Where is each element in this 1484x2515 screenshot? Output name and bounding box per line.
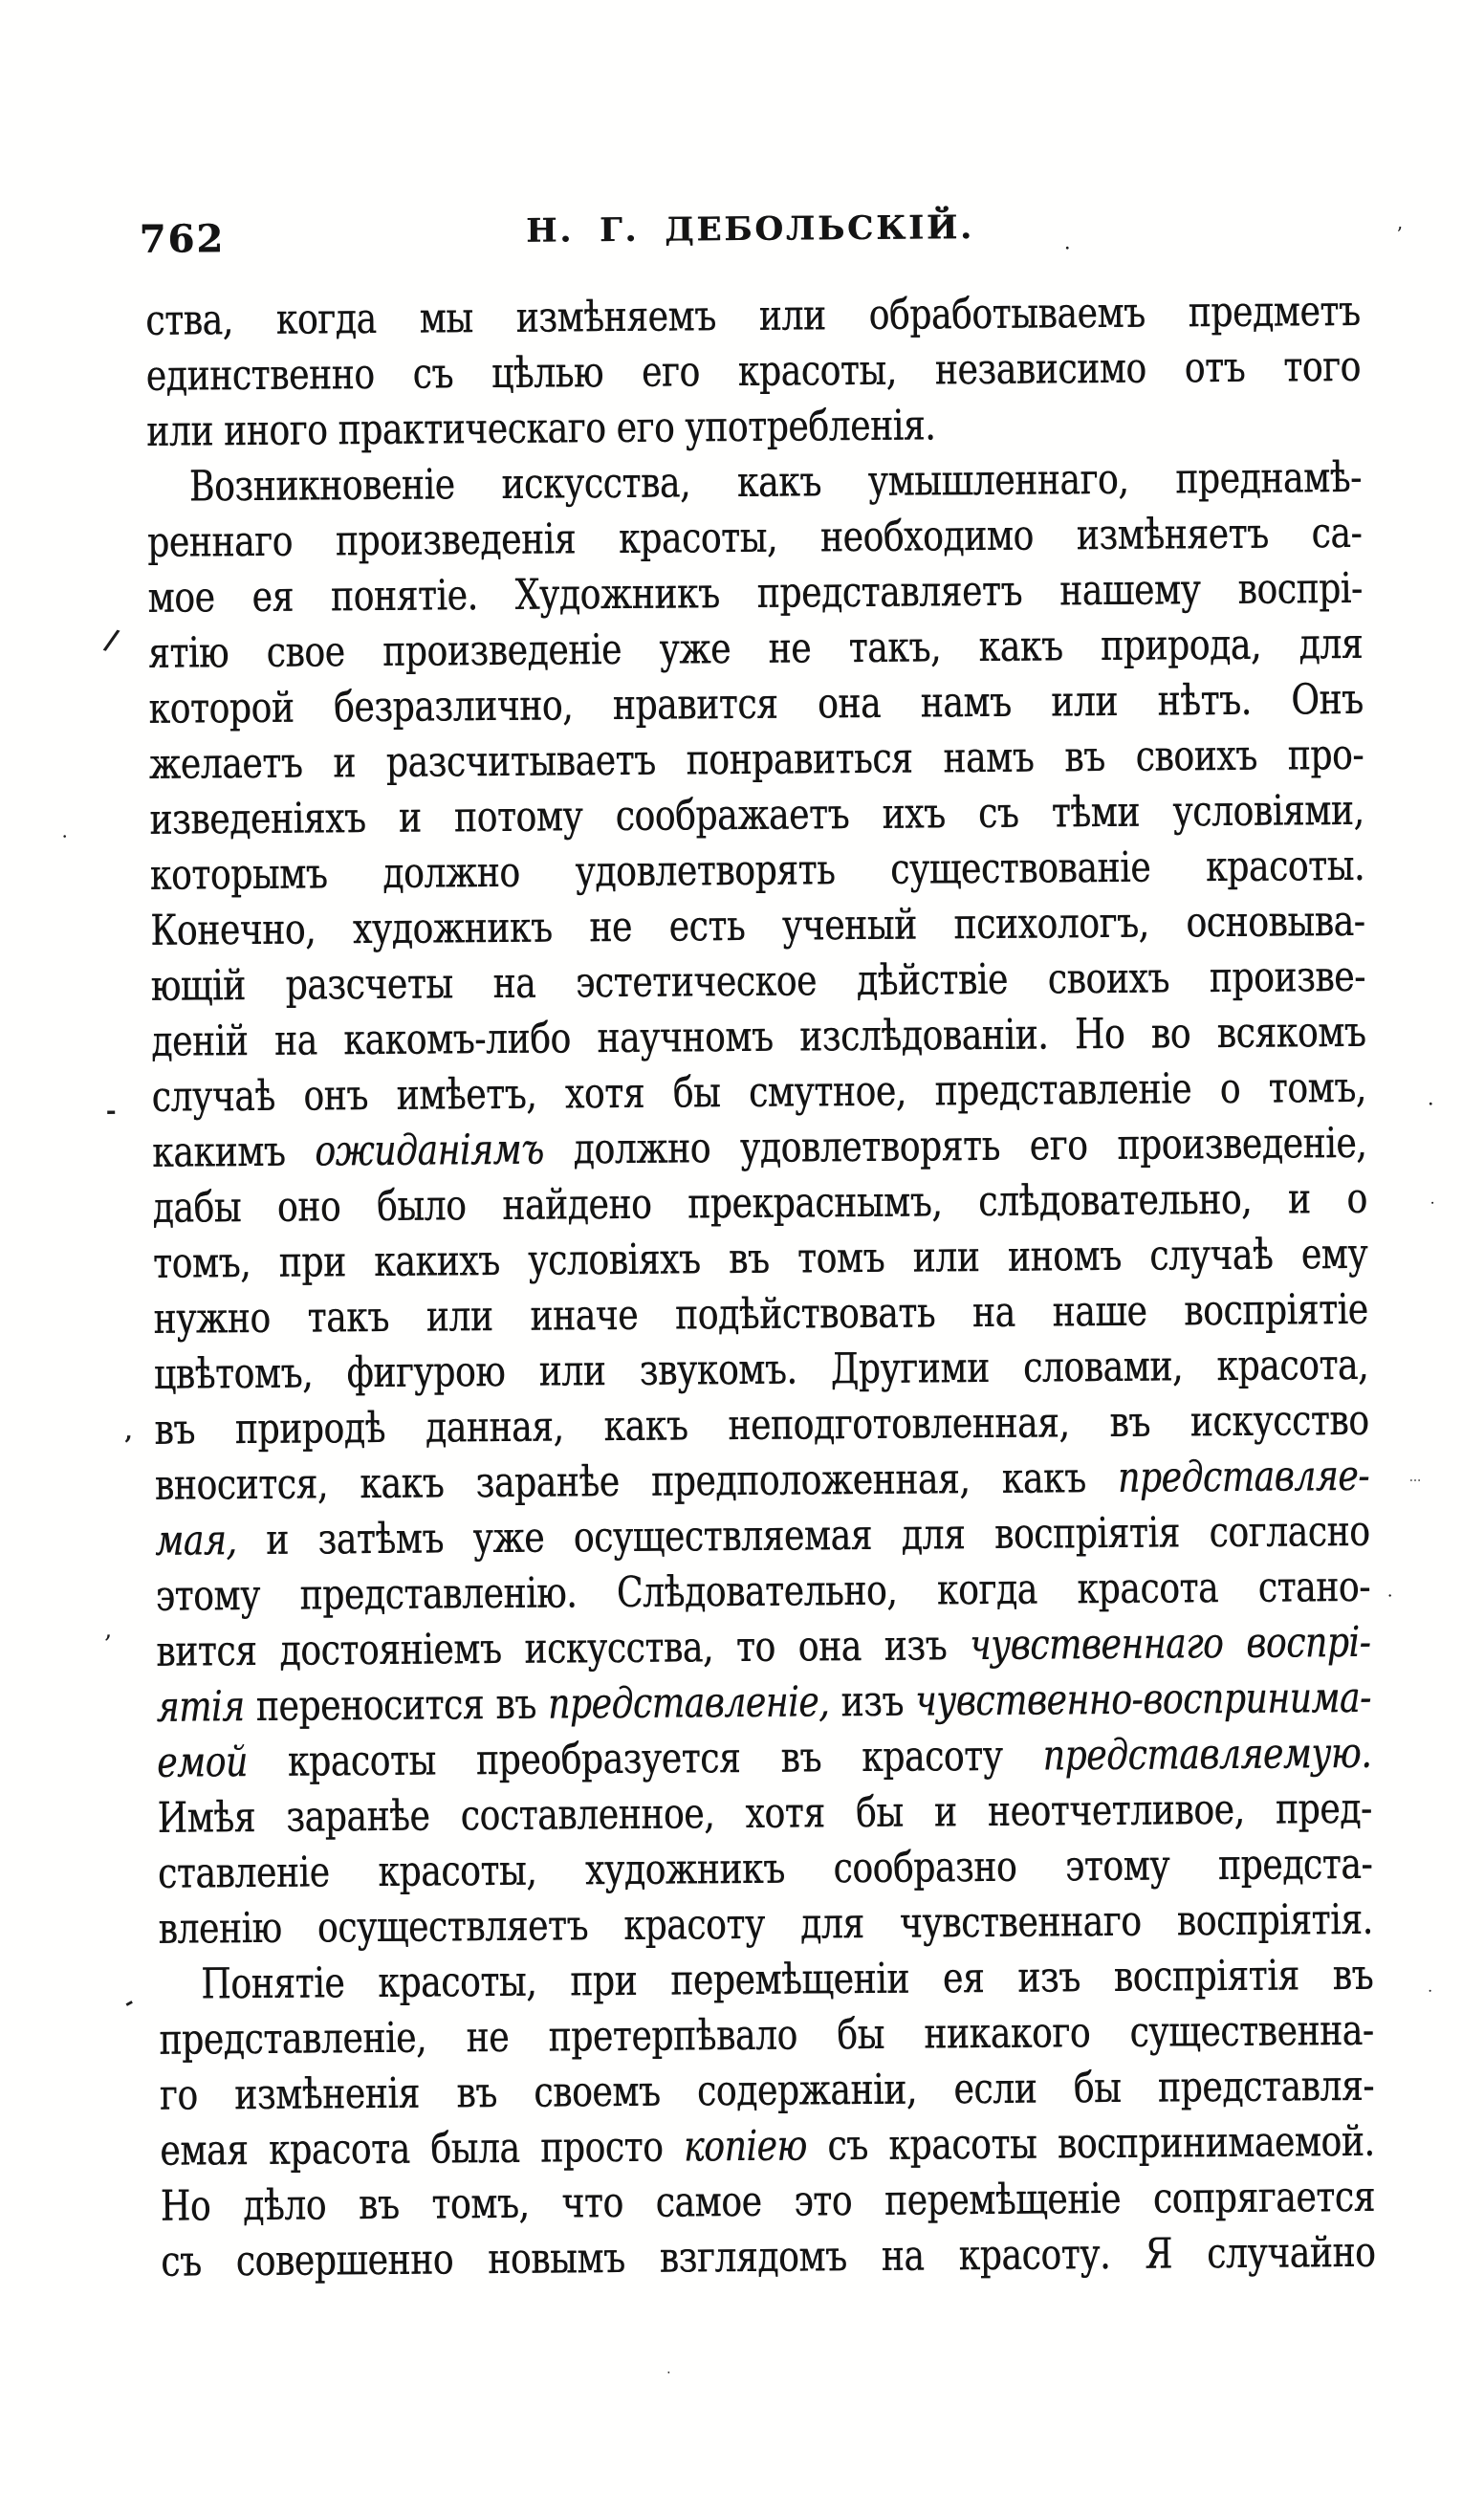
text-line: ства, когда мы измѣняемъ или обработываемъ предметъ [145, 286, 1361, 345]
scan-speck: · [1429, 1193, 1435, 1213]
scan-speck: ··· [1408, 1474, 1422, 1489]
scan-speck: · [1427, 1981, 1433, 2001]
running-title: Н. Г. ДЕБОЛЬСКІЙ. [526, 208, 975, 251]
text-line: дабы оно было найдено прекраснымъ, слѣдовательно, и о [152, 1173, 1367, 1233]
scan-speck: . [1427, 1086, 1434, 1111]
italic-term: копіею [683, 2121, 807, 2172]
text-line: цвѣтомъ, фигурою или звукомъ. Другими словами, красота, [153, 1340, 1369, 1399]
page-text [145, 284, 1376, 2290]
text-line: нужно такъ или иначе подѣйствовать на наше воспріятіе [153, 1284, 1368, 1344]
italic-term: емой [156, 1738, 248, 1787]
paragraph [159, 1948, 1376, 2290]
italic-term: представленіе, [547, 1677, 830, 1729]
text-line: Возникновеніе искусства, какъ умышленнаго, преднамѣ- [188, 452, 1362, 512]
text-line: изведеніяхъ и потому соображаетъ ихъ съ тѣми условіями, [149, 785, 1364, 844]
text-line: или иного практическаго его употребленія. [145, 401, 936, 456]
scan-speck: , [103, 1615, 113, 1645]
italic-term: мая, [155, 1516, 237, 1565]
paragraph [145, 284, 1362, 460]
text-line: представленіе, не претерпѣвало бы никакого существенна- [159, 2005, 1374, 2065]
text-line: емая красота была просто копіею съ красоты воспринимаемой. [160, 2116, 1375, 2176]
text-line: которой безразлично, нравится она намъ или нѣтъ. Онъ [148, 674, 1364, 733]
italic-term: чувственно-воспринима- [914, 1673, 1372, 1726]
scan-speck: ’ [1396, 222, 1404, 246]
text-line: желаетъ и разсчитываетъ понравиться намъ въ своихъ про- [148, 730, 1364, 789]
running-head [139, 206, 1357, 262]
text-line: ятію свое произведеніе уже не такъ, какъ природа, для [147, 619, 1364, 678]
text-line: случаѣ онъ имѣетъ, хотя бы смутное, представленіе о томъ, [151, 1062, 1367, 1122]
page-number: 762 [139, 216, 226, 262]
text-line: деній на какомъ-либо научномъ изслѣдованіи. Но во всякомъ [151, 1007, 1366, 1066]
italic-term: ожиданіямъ [315, 1125, 544, 1176]
scan-speck: ’ [123, 1432, 133, 1461]
italic-term: чувственнаго воспрі- [969, 1617, 1371, 1671]
text-line: реннаго произведенія красоты, необходимо измѣняетъ са- [146, 508, 1363, 567]
scan-speck: . [1063, 230, 1071, 255]
text-line: ятія переносится въ представленіе, изъ чувственно-воспринима- [156, 1673, 1372, 1732]
scan-speck: . [666, 2361, 671, 2377]
text-line: Конечно, художникъ не есть ученый психологъ, основыва- [150, 896, 1365, 955]
text-line: ющій разсчеты на эстетическое дѣйствіе своихъ произве- [150, 951, 1366, 1011]
text-line: вносится, какъ заранѣе предположенная, какъ представляе- [154, 1451, 1370, 1510]
scan-speck: - [105, 1097, 117, 1126]
text-line: томъ, при какихъ условіяхъ въ томъ или иномъ случаѣ ему [152, 1229, 1368, 1288]
text-line: съ совершенно новымъ взглядомъ на красоту. Я случайно [161, 2227, 1376, 2286]
text-line: какимъ ожиданіямъ должно удовлетворять его произведеніе, [151, 1118, 1367, 1177]
text-line: мая, и затѣмъ уже осуществляемая для воспріятія согласно [155, 1506, 1370, 1565]
scan-speck: - [119, 1989, 139, 2016]
scan-speck: / [101, 623, 122, 659]
scan-speck: · [1386, 1586, 1393, 1607]
text-line: вленію осуществляетъ красоту для чувственнаго воспріятія. [158, 1894, 1373, 1954]
text-line: вится достояніемъ искусства, то она изъ чувственнаго воспрі- [156, 1617, 1371, 1676]
text-line: въ природѣ данная, какъ неподготовленная, въ искусство [154, 1395, 1369, 1454]
text-line: Понятіе красоты, при перемѣщеніи ея изъ воспріятія въ [201, 1950, 1374, 2009]
text-line: единственно съ цѣлью его красоты, независимо отъ того [145, 341, 1362, 401]
text-line: емой красоты преобразуется въ красоту представляемую. [156, 1728, 1372, 1787]
text-line: Но дѣло въ томъ, что самое это перемѣщеніе сопрягается [160, 2172, 1376, 2231]
text-line: Имѣя заранѣе составленное, хотя бы и неотчетливое, пред- [157, 1783, 1372, 1843]
text-line: мое ея понятіе. Художникъ представляетъ нашему воспрі- [147, 563, 1363, 623]
text-line: ставленіе красоты, художникъ сообразно этому предста- [157, 1839, 1373, 1898]
italic-term: представляе- [1117, 1451, 1370, 1502]
italic-term: представляемую. [1042, 1728, 1372, 1781]
paragraph [146, 450, 1372, 1957]
text-line: которымъ должно удовлетворять существованіе красоты. [149, 841, 1365, 900]
scan-speck: . [61, 819, 68, 842]
italic-term: ятія [156, 1682, 245, 1732]
text-line: го измѣненія въ своемъ содержаніи, если бы представля- [159, 2061, 1375, 2120]
text-line: этому представленію. Слѣдовательно, когда красота стано- [155, 1562, 1371, 1621]
